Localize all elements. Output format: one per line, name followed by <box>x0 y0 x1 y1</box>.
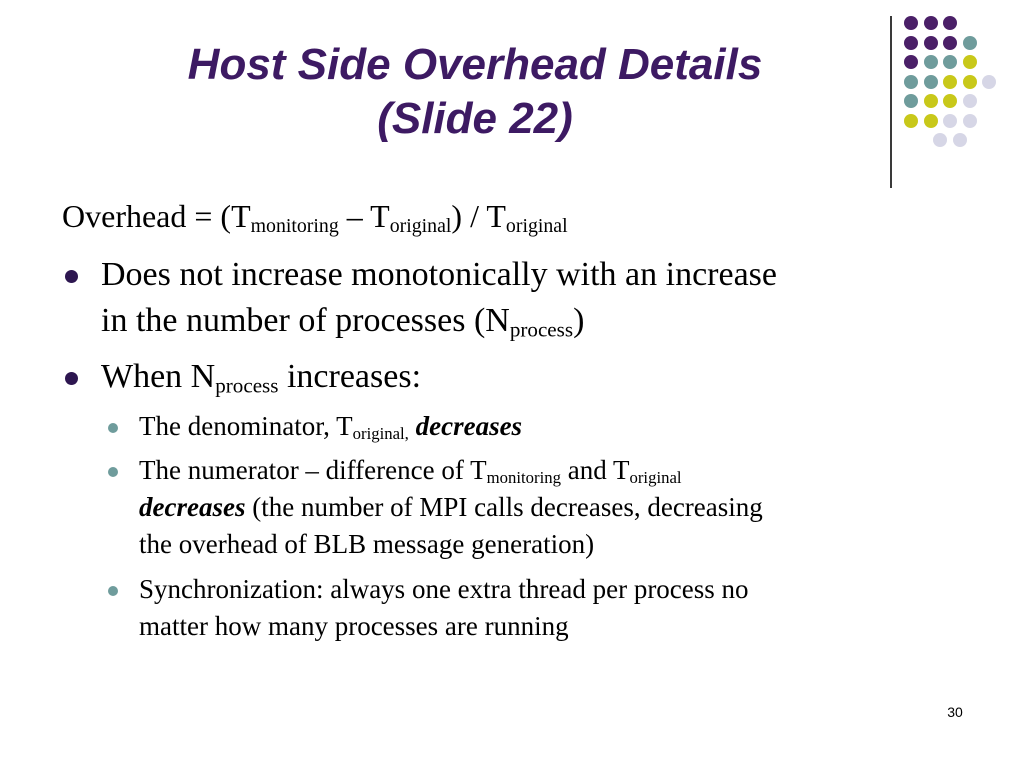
sub-bullet-text: the overhead of BLB message generation) <box>139 529 595 559</box>
decorative-dot <box>924 16 938 30</box>
decorative-dot <box>904 94 918 108</box>
text-fragment: and T <box>560 455 630 485</box>
decorative-dot-grid <box>0 0 1024 200</box>
sub-bullet-item <box>139 571 969 645</box>
decorative-dot <box>963 55 977 69</box>
subscript: process <box>215 373 279 398</box>
formula-lhs: Overhead = (T <box>62 198 251 234</box>
formula-sub-original-denominator: original <box>505 214 568 237</box>
decorative-dot <box>924 94 938 108</box>
sub-bullet-icon <box>108 423 118 433</box>
sub-bullet-item <box>139 408 969 445</box>
text-fragment: ) <box>573 302 585 339</box>
decorative-dot <box>963 36 977 50</box>
decorative-dot <box>943 114 957 128</box>
decorative-dot <box>953 133 967 147</box>
sub-bullet-text <box>139 452 969 489</box>
formula-sub-monitoring: monitoring <box>250 214 339 237</box>
decorative-dot <box>943 16 957 30</box>
decorative-dot <box>943 36 957 50</box>
text-fragment: increases: <box>278 358 422 395</box>
subscript: original <box>629 468 682 488</box>
decorative-dot <box>933 133 947 147</box>
bullet-text <box>101 354 981 400</box>
decorative-dot <box>904 16 918 30</box>
decorative-dot <box>924 75 938 89</box>
bullet-text <box>101 298 981 344</box>
sub-bullet-item <box>139 452 969 563</box>
subscript: monitoring <box>486 468 561 488</box>
sub-bullet-text: Synchronization: always one extra thread per process no <box>139 574 749 604</box>
sub-bullet-icon <box>108 467 118 477</box>
decorative-dot <box>943 75 957 89</box>
decorative-dot <box>924 114 938 128</box>
overhead-formula <box>62 196 568 236</box>
decorative-dot <box>924 55 938 69</box>
bullet-item <box>101 252 981 344</box>
title-line-2: (Slide 22) <box>377 94 573 143</box>
decorative-dot <box>943 55 957 69</box>
text-fragment: The numerator – difference of T <box>139 455 487 485</box>
title-line-1: Host Side Overhead Details <box>187 40 763 89</box>
sub-bullet-icon <box>108 586 118 596</box>
formula-sub-original: original <box>389 214 452 237</box>
decorative-dot <box>904 55 918 69</box>
bullet-item <box>101 354 981 400</box>
bullet-text: Does not increase monotonically with an increase <box>101 256 777 293</box>
decorative-dot <box>963 114 977 128</box>
decorative-dot <box>963 75 977 89</box>
bullet-icon <box>65 270 78 283</box>
emphasis-text: decreases <box>408 411 523 441</box>
formula-divide: ) / T <box>451 198 506 234</box>
text-fragment: in the number of processes (N <box>101 302 510 339</box>
emphasis-text: decreases <box>139 492 246 522</box>
text-fragment: When N <box>101 358 216 395</box>
sub-bullet-text: matter how many processes are running <box>139 611 569 641</box>
bullet-icon <box>65 372 78 385</box>
decorative-dot <box>904 36 918 50</box>
title-divider <box>890 16 892 188</box>
sub-bullet-text <box>139 408 969 445</box>
subscript: process <box>509 317 574 342</box>
page-number: 30 <box>947 704 963 720</box>
formula-dash: – T <box>338 198 390 234</box>
decorative-dot <box>904 114 918 128</box>
sub-bullet-text <box>139 489 969 526</box>
decorative-dot <box>924 36 938 50</box>
text-fragment: (the number of MPI calls decreases, decreasing <box>245 492 763 522</box>
subscript: original, <box>352 424 409 444</box>
decorative-dot <box>943 94 957 108</box>
decorative-dot <box>982 75 996 89</box>
decorative-dot <box>963 94 977 108</box>
decorative-dot <box>904 75 918 89</box>
text-fragment: The denominator, T <box>139 411 353 441</box>
